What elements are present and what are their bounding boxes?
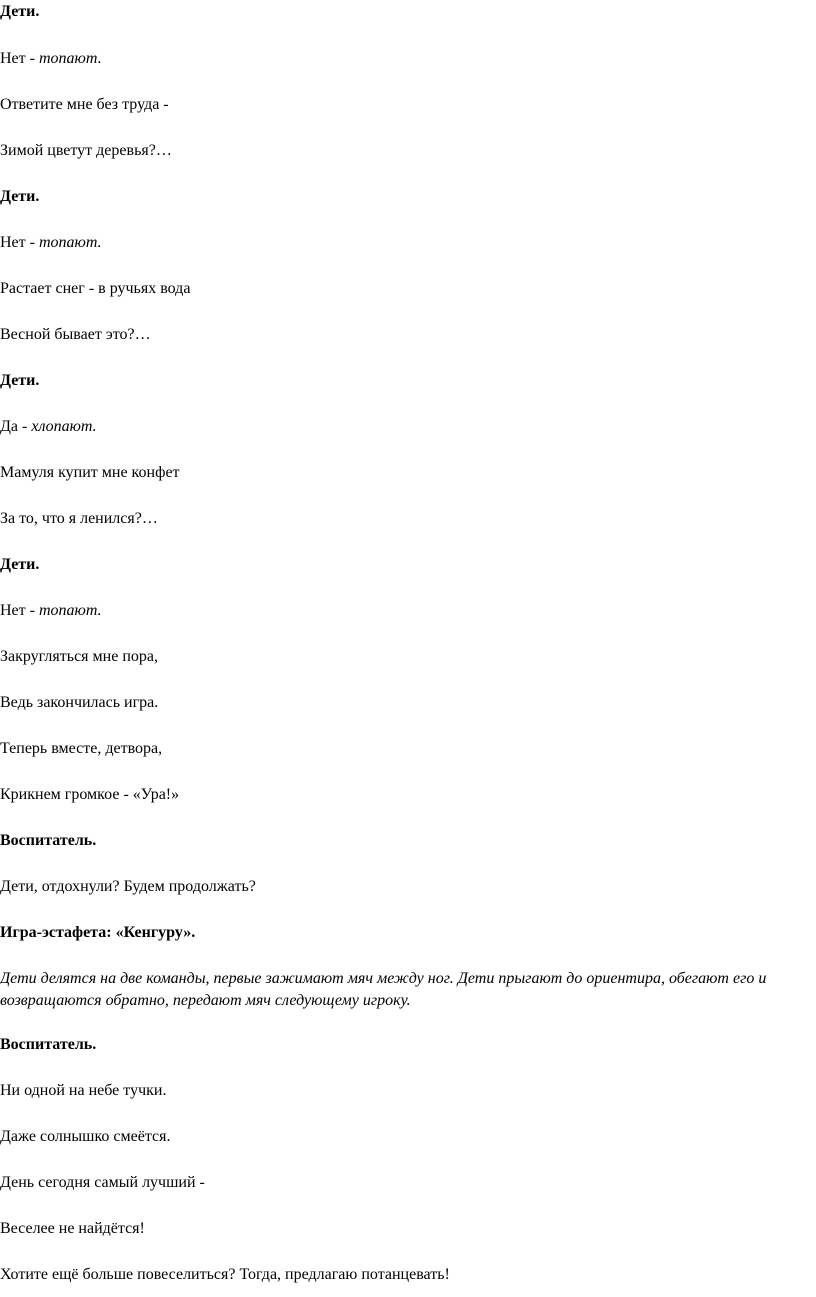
verse-line: Весной бывает это?… [0,326,151,343]
reply-text: Нет - [0,50,39,67]
verse-line: Крикнем громкое - «Ура!» [0,786,180,803]
verse-line: За то, что я ленился?… [0,510,158,527]
stage-direction: топают. [38,602,102,619]
verse-line: День сегодня самый лучший - [0,1174,205,1191]
prose-line: Хотите ещё больше повеселиться? Тогда, предлагаю потанцевать! [0,1266,450,1283]
reply-text: Да - [0,418,32,435]
reply-line [0,417,97,437]
reply-punctuation: . [97,50,102,67]
game-description: Дети делятся на две команды, первые зажимают мяч между ног. Дети прыгают до ориентира, обегают его и возвращаются обратно, передают мяч следующему игроку. [0,970,767,1009]
stage-direction: топают [38,50,98,67]
speaker-label: Дети. [0,556,40,573]
reply-line [0,233,102,253]
verse-line: Даже солнышко смеётся. [0,1128,171,1145]
verse-line: Ни одной на небе тучки. [0,1082,167,1099]
verse-line: Веселее не найдётся! [0,1220,145,1237]
speaker-label: Воспитатель. [0,1036,97,1053]
reply-text: Нет - [0,602,39,619]
reply-text: Нет - [0,234,39,251]
game-title: Игра-эстафета: «Кенгуру». [0,924,196,941]
speaker-label: Дети. [0,3,40,20]
verse-line: Закругляться мне пора, [0,648,158,665]
verse-line: Теперь вместе, детвора, [0,740,163,757]
speaker-label: Дети. [0,372,40,389]
verse-line: Мамуля купит мне конфет [0,464,180,481]
verse-line: Зимой цветут деревья?… [0,142,172,159]
prose-line: Дети, отдохнули? Будем продолжать? [0,878,256,895]
speaker-label: Воспитатель. [0,832,97,849]
reply-line [0,601,102,621]
stage-direction: топают. [38,234,102,251]
reply-line [0,49,101,69]
verse-line: Растает снег - в ручьях вода [0,280,191,297]
verse-line: Ведь закончилась игра. [0,694,159,711]
verse-line: Ответите мне без труда - [0,96,169,113]
stage-direction: хлопают. [31,418,97,435]
speaker-label: Дети. [0,188,40,205]
